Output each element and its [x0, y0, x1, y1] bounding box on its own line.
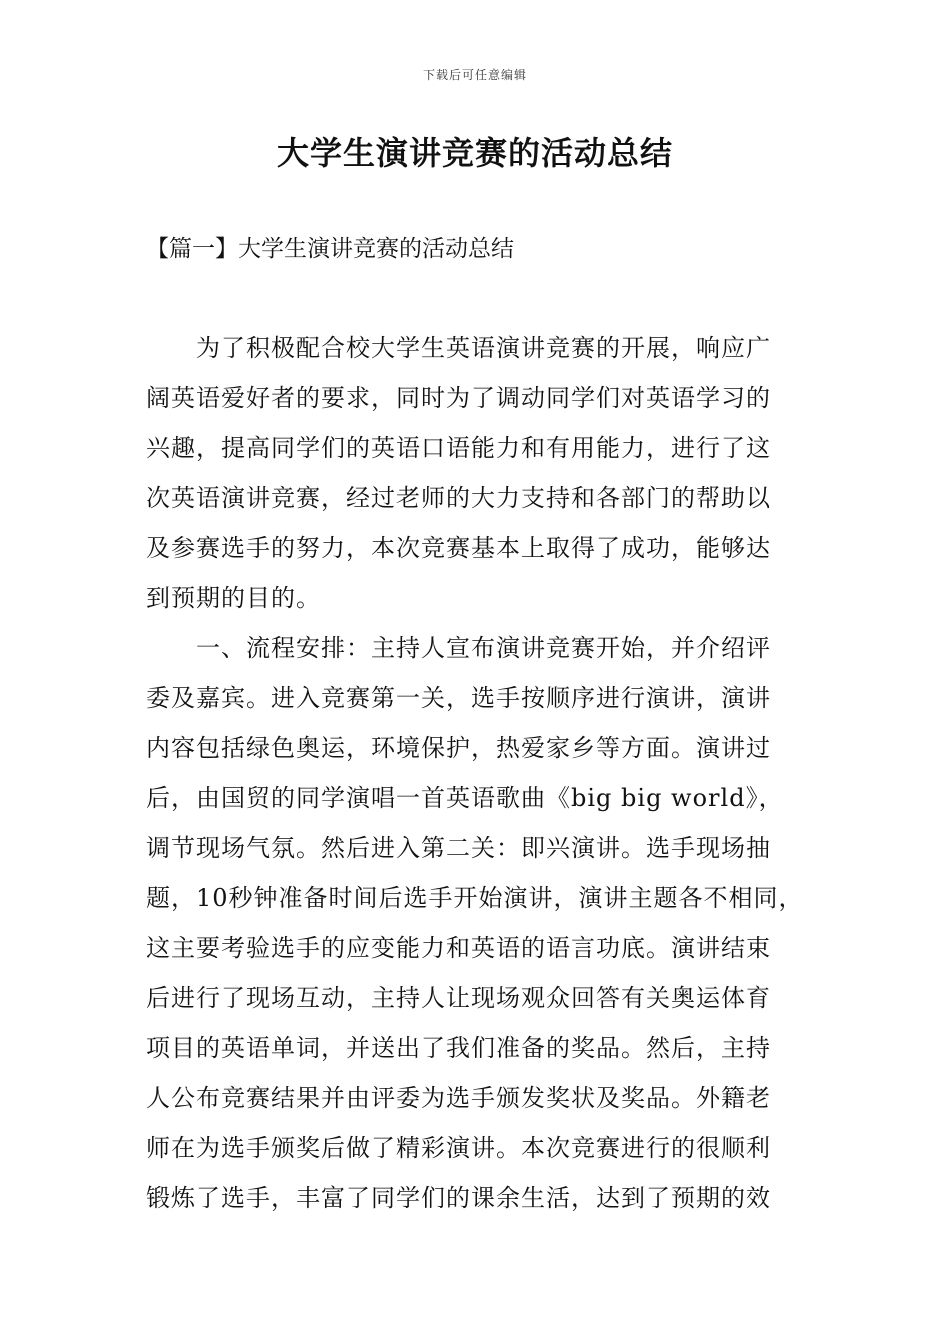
paragraph-line: 到预期的目的。: [146, 584, 321, 612]
paragraph-line: 一、流程安排：主持人宣布演讲竞赛开始，并介绍评: [196, 634, 771, 662]
paragraph-line: 后进行了现场互动，主持人让现场观众回答有关奥运体育: [146, 984, 771, 1012]
section-heading: 【篇一】大学生演讲竞赛的活动总结: [146, 236, 514, 262]
paragraph-line: 及参赛选手的努力，本次竞赛基本上取得了成功，能够达: [146, 534, 771, 562]
paragraph-line: 内容包括绿色奥运，环境保护，热爱家乡等方面。演讲过: [146, 734, 771, 762]
paragraph-line: 次英语演讲竞赛，经过老师的大力支持和各部门的帮助以: [146, 484, 771, 512]
paragraph-line: 调节现场气氛。然后进入第二关：即兴演讲。选手现场抽: [146, 834, 771, 862]
paragraph-line: 人公布竞赛结果并由评委为选手颁发奖状及奖品。外籍老: [146, 1084, 771, 1112]
paragraph-line: 兴趣，提高同学们的英语口语能力和有用能力，进行了这: [146, 434, 771, 462]
paragraph-line: 阔英语爱好者的要求，同时为了调动同学们对英语学习的: [146, 384, 771, 412]
paragraph-line: 后，由国贸的同学演唱一首英语歌曲《big big world》，: [146, 784, 784, 812]
header-note: 下载后可任意编辑: [422, 68, 527, 82]
paragraph-line: 锻炼了选手，丰富了同学们的课余生活，达到了预期的效: [146, 1184, 771, 1212]
paragraph-2: [146, 623, 826, 1223]
paragraph-line: 师在为选手颁奖后做了精彩演讲。本次竞赛进行的很顺利: [146, 1134, 771, 1162]
paragraph-line: 项目的英语单词，并送出了我们准备的奖品。然后，主持: [146, 1034, 771, 1062]
paragraph-line: 这主要考验选手的应变能力和英语的语言功底。演讲结束: [146, 934, 771, 962]
body-text: [146, 323, 826, 1223]
document-title: 大学生演讲竞赛的活动总结: [276, 134, 673, 172]
paragraph-line: 题，10秒钟准备时间后选手开始演讲，演讲主题各不相同，: [146, 884, 804, 912]
paragraph-line: 为了积极配合校大学生英语演讲竞赛的开展，响应广: [196, 334, 771, 362]
paragraph-line: 委及嘉宾。进入竞赛第一关，选手按顺序进行演讲，演讲: [146, 684, 771, 712]
paragraph-1: [146, 323, 826, 623]
